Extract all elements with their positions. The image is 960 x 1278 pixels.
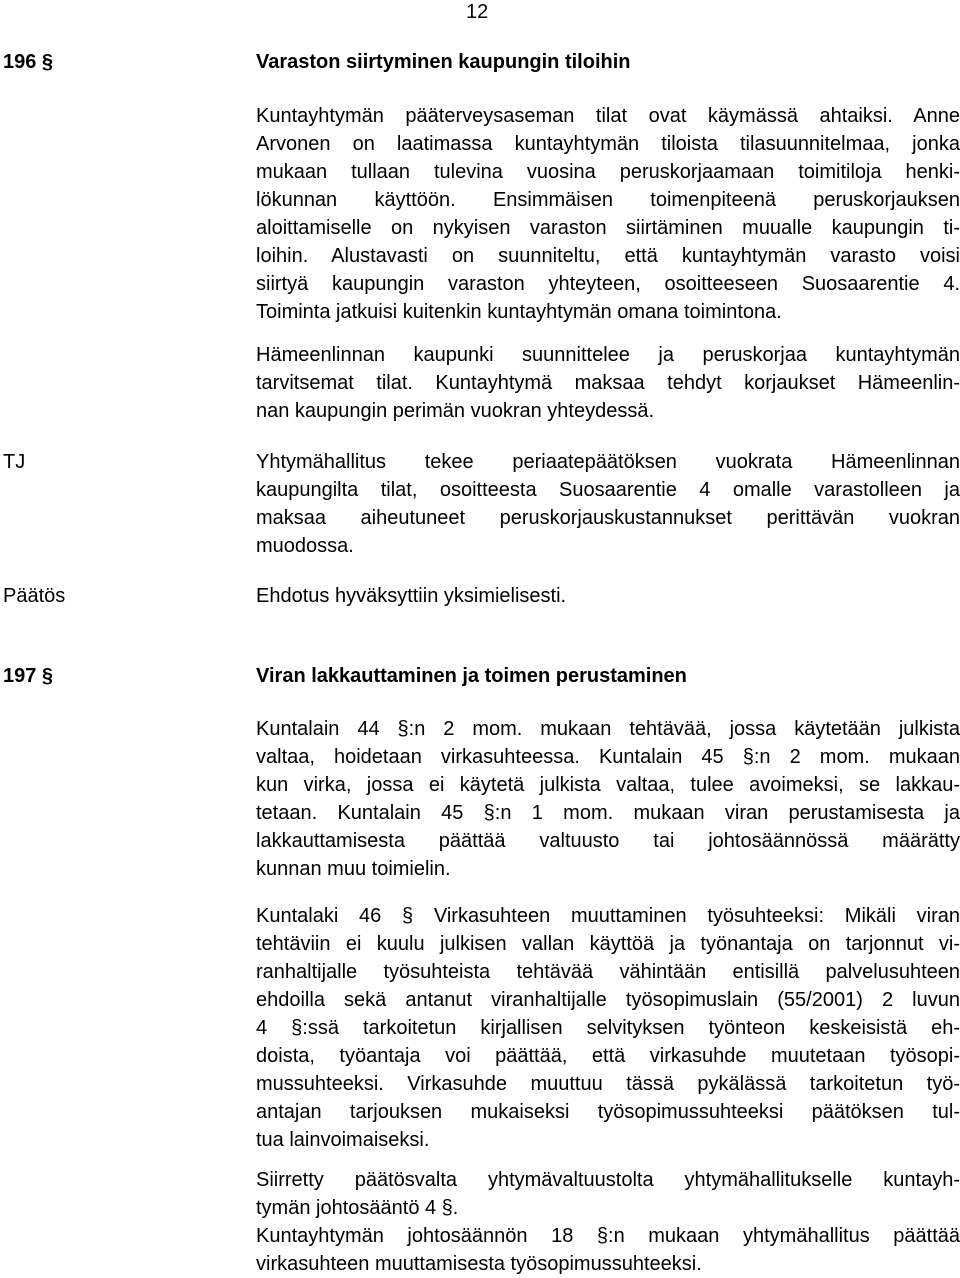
text-line: maksaa aiheutuneet peruskorjauskustannukset perittävän vuokran [256,507,960,529]
section-number: 197 § [3,665,54,687]
text-line: mukaan tullaan tulevina vuosina peruskorjaamaan toimitiloja henki- [256,161,960,183]
text-line: ranhaltijalle työsuhteista tehtävää vähintään entisillä palvelusuhteen [256,961,960,983]
section-title: Varaston siirtyminen kaupungin tiloihin [256,51,631,73]
text-line: muodossa. [256,535,354,557]
text-line: siirtyä kaupungin varaston yhteyteen, osoitteeseen Suosaarentie 4. [256,273,960,295]
text-line: Kuntalain 44 §:n 2 mom. mukaan tehtävää, jossa käytetään julkista [256,718,960,740]
text-line: tehtäviin ei kuulu julkisen vallan käyttöä ja työnantaja on tarjonnut vi- [256,933,960,955]
proposal-text [256,448,960,560]
paragraph [256,102,960,326]
text-line: Toiminta jatkuisi kuitenkin kuntayhtymän omana toimintona. [256,301,782,323]
text-line: antajan tarjouksen mukaiseksi työsopimussuhteeksi päätöksen tul- [256,1101,960,1123]
text-line: Yhtymähallitus tekee periaatepäätöksen vuokrata Hämeenlinnan [256,451,960,473]
text-line: Siirretty päätösvalta yhtymävaltuustolta yhtymähallitukselle kuntayh- [256,1169,960,1191]
text-line: lakkauttamisesta päättää valtuusto tai johtosäännössä määrätty [256,830,960,852]
text-line: kunnan muu toimielin. [256,858,451,880]
text-line: loihin. Alustavasti on suunniteltu, että kuntayhtymän varasto voisi [256,245,960,267]
section-title: Viran lakkauttaminen ja toimen perustaminen [256,665,687,687]
text-line: Kuntalaki 46 § Virkasuhteen muuttaminen työsuhteeksi: Mikäli viran [256,905,960,927]
page-number: 12 [466,1,489,23]
decision-label: Päätös [3,585,66,607]
decision-text [256,582,960,610]
text-line: Arvonen on laatimassa kuntayhtymän tiloista tilasuunnitelmaa, jonka [256,133,960,155]
text-line: tymän johtosääntö 4 §. [256,1197,459,1219]
text-line: nan kaupungin perimän vuokran yhteydessä. [256,400,655,422]
text-line: valtaa, hoidetaan virkasuhteessa. Kuntalain 45 §:n 2 mom. mukaan [256,746,960,768]
text-line: Kuntayhtymän pääterveysaseman tilat ovat käymässä ahtaiksi. Anne [256,105,960,127]
section-number: 196 § [3,51,54,73]
text-line: tua lainvoimaiseksi. [256,1129,430,1151]
text-line: doista, työantaja voi päättää, että virkasuhde muutetaan työsopi- [256,1045,960,1067]
text-line: 4 §:ssä tarkoitetun kirjallisen selvityksen työnteon keskeisistä eh- [256,1017,960,1039]
text-line: Kuntayhtymän johtosäännön 18 §:n mukaan yhtymähallitus päättää [256,1225,960,1247]
text-line: ehdoilla sekä antanut viranhaltijalle työsopimuslain (55/2001) 2 luvun [256,989,960,1011]
paragraph [256,902,960,1154]
text-line: lökunnan käyttöön. Ensimmäisen toimenpiteenä peruskorjauksen [256,189,960,211]
text-line: Ehdotus hyväksyttiin yksimielisesti. [256,585,567,607]
text-line: kaupungilta tilat, osoitteesta Suosaarentie 4 omalle varastolleen ja [256,479,960,501]
text-line: tetaan. Kuntalain 45 §:n 1 mom. mukaan viran perustamisesta ja [256,802,960,824]
text-line: tarvitsemat tilat. Kuntayhtymä maksaa tehdyt korjaukset Hämeenlin- [256,372,960,394]
paragraph [256,715,960,883]
paragraph [256,1166,960,1278]
text-line: virkasuhteen muuttamisesta työsopimussuhteeksi. [256,1253,702,1275]
paragraph [256,341,960,425]
text-line: aloittamiselle on nykyisen varaston siirtäminen muualle kaupungin ti- [256,217,960,239]
text-line: kun virka, jossa ei käytetä julkista valtaa, tulee avoimeksi, se lakkau- [256,774,960,796]
proposal-label: TJ [3,451,26,473]
text-line: Hämeenlinnan kaupunki suunnittelee ja peruskorjaa kuntayhtymän [256,344,960,366]
text-line: mussuhteeksi. Virkasuhde muuttuu tässä pykälässä tarkoitetun työ- [256,1073,960,1095]
